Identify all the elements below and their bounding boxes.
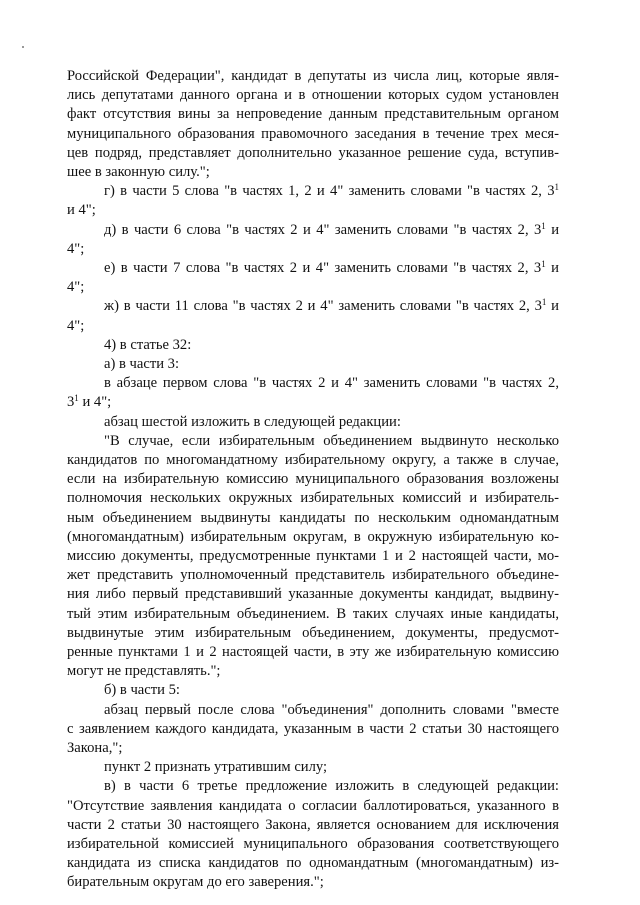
text-line-content: в абзаце первом слова "в частях 2 и 4" заменить словами "в частях 2, <box>104 375 559 392</box>
text-line-content: цев подряд, представляет дополнительно указанное решение суда, вступив- <box>67 144 559 161</box>
text-line <box>67 816 559 835</box>
text-line <box>67 605 559 624</box>
text-line-content: 4"; <box>67 317 85 334</box>
text-line-content: в) в части 6 третье предложение изложить в следующей редакции: <box>104 778 559 795</box>
superscript: 1 <box>541 297 547 308</box>
text-line-tail: и <box>545 221 560 238</box>
text-line-content: г) в части 5 слова "в частях 1, 2 и 4" заменить словами "в частях 2, 3 <box>104 183 555 200</box>
text-line <box>67 739 559 758</box>
text-line-content: 3 <box>67 394 75 411</box>
text-line-content: если на избирательную комиссию муниципального образования возложены <box>67 471 559 488</box>
text-line-content: (многомандатным) избирательным округам, в окружную избирательную ко- <box>67 528 559 545</box>
text-line-content: шее в законную силу."; <box>67 164 210 180</box>
text-line-content: бирательным округам до его заверения."; <box>67 874 324 891</box>
text-line <box>104 259 559 278</box>
text-line <box>67 163 559 182</box>
text-line-tail: и <box>546 298 559 315</box>
text-line-content: жет представить уполномоченный представитель избирательного объедине- <box>67 567 559 584</box>
superscript: 1 <box>541 220 546 231</box>
text-line <box>67 451 559 470</box>
text-line <box>67 624 559 643</box>
text-line <box>67 489 559 508</box>
text-line <box>67 835 559 854</box>
text-line <box>67 144 559 163</box>
text-line-content: ж) в части 11 слова "в частях 2 и 4" заменить словами "в частях 2, 3 <box>104 298 542 315</box>
text-line <box>104 432 559 451</box>
text-line <box>67 797 559 816</box>
text-line <box>67 643 559 662</box>
text-line <box>67 470 559 489</box>
text-line <box>67 67 559 86</box>
text-line <box>67 317 559 336</box>
text-line <box>104 413 559 432</box>
superscript: 1 <box>554 182 559 193</box>
text-line-content: части 2 статьи 30 настоящего Закона, является основанием для исключения <box>67 816 559 833</box>
text-line <box>67 547 559 566</box>
text-line-content: муниципального образования правомочного заседания в течение трех меся- <box>67 125 559 142</box>
text-line-content: кандидатов по многомандатному избирательному округу, а также в случае, <box>67 452 559 468</box>
text-line-content: б) в части 5: <box>104 682 180 699</box>
superscript: 1 <box>541 259 546 269</box>
text-line <box>67 105 559 124</box>
text-line-content: Закона,"; <box>67 740 123 756</box>
text-line <box>104 758 559 777</box>
text-line <box>67 393 559 412</box>
text-line-content: "В случае, если избирательным объединением выдвинуто несколько <box>104 432 559 449</box>
text-line-content: д) в части 6 слова "в частях 2 и 4" заменить словами "в частях 2, 3 <box>104 221 542 238</box>
text-line-content: Российской Федерации", кандидат в депутаты из числа лиц, которые явля- <box>67 68 559 84</box>
text-line <box>104 297 559 316</box>
text-line <box>67 125 559 144</box>
text-line-content: 4"; <box>67 279 85 296</box>
text-line-content: абзац шестой изложить в следующей редакции: <box>104 413 401 430</box>
text-line-content: полномочия нескольких окружных избирательных комиссий и избиратель- <box>67 490 559 507</box>
text-line <box>67 509 559 528</box>
text-line-content: избирательной комиссией муниципального образования соответствующего <box>67 836 559 852</box>
text-line <box>104 182 559 201</box>
text-line-content: е) в части 7 слова "в частях 2 и 4" заменить словами "в частях 2, 3 <box>104 260 542 276</box>
text-line <box>67 585 559 604</box>
text-line-content: факт отсутствия вины за непроведение данным представительным органом <box>67 106 559 123</box>
text-line-content: ным объединением выдвинуты кандидаты по нескольким одномандатным <box>67 509 559 526</box>
text-line-content: пункт 2 признать утратившим силу; <box>104 759 328 776</box>
text-line <box>67 278 559 297</box>
text-line <box>67 240 559 259</box>
text-line <box>67 854 559 873</box>
superscript: 1 <box>74 393 79 404</box>
text-line <box>104 777 559 796</box>
text-line-content: выдвинутые этим избирательным объединением, документы, предусмот- <box>67 624 559 641</box>
text-line <box>104 701 559 720</box>
text-line-content: 4"; <box>67 240 85 257</box>
text-line-content: 4) в статье 32: <box>104 336 192 353</box>
text-line <box>104 336 559 355</box>
text-line-tail: и <box>545 260 559 276</box>
text-line <box>104 355 559 374</box>
text-line <box>104 221 559 240</box>
text-line-tail: и 4"; <box>78 394 112 411</box>
text-line <box>67 720 559 739</box>
text-line-content: тый этим избирательным объединением. В таких случаях иные кандидаты, <box>67 605 559 622</box>
text-line-content: и 4"; <box>67 202 96 219</box>
text-line-content: могут не представлять."; <box>67 663 221 680</box>
text-line-content: ния либо первый представивший указанные документы кандидат, выдвину- <box>67 586 559 603</box>
text-line <box>104 374 559 393</box>
scan-speck <box>22 46 24 48</box>
text-line-content: ренные пунктами 1 и 2 настоящей части, в эту же избирательную комиссию <box>67 644 559 660</box>
text-line <box>67 662 559 681</box>
text-line-content: "Отсутствие заявления кандидата о согласии баллотироваться, указанного в <box>67 797 559 814</box>
text-line-content: с заявлением каждого кандидата, указанным в части 2 статьи 30 настоящего <box>67 720 559 737</box>
text-line <box>104 681 559 700</box>
text-line <box>67 86 559 105</box>
text-line <box>67 566 559 585</box>
text-line <box>67 528 559 547</box>
text-line-content: а) в части 3: <box>104 356 180 372</box>
text-line-content: абзац первый после слова "объединения" дополнить словами "вместе <box>104 701 559 718</box>
text-line-content: миссию документы, предусмотренные пунктами 1 и 2 настоящей части, мо- <box>67 548 559 564</box>
text-line <box>67 873 559 892</box>
text-line-content: кандидата из списка кандидатов по одномандатным (многомандатным) из- <box>67 855 559 872</box>
text-line-content: лись депутатами данного органа и в отношении которых судом установлен <box>67 87 559 104</box>
text-line <box>67 201 559 220</box>
